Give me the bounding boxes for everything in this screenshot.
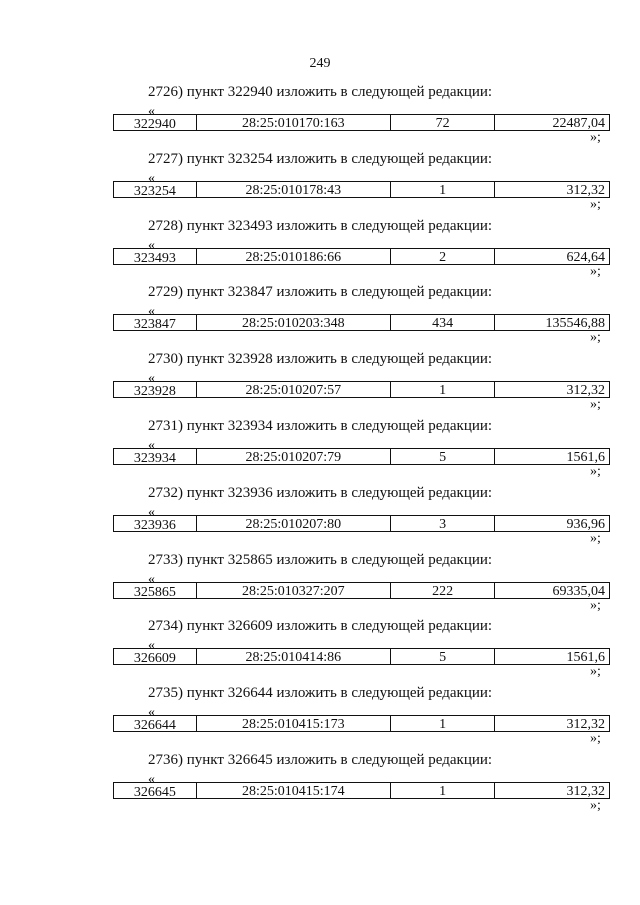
amount-cell: 312,32 <box>566 383 605 398</box>
item-number-cell: 326644 <box>114 716 197 731</box>
table-row <box>113 515 610 532</box>
quantity-cell: 5 <box>391 649 496 664</box>
item-number-cell: 326609 <box>114 649 197 664</box>
entry-heading: 2727) пункт 323254 изложить в следующей редакции: <box>148 150 493 167</box>
table-row <box>113 381 610 398</box>
entry-heading: 2735) пункт 326644 изложить в следующей редакции: <box>148 685 493 702</box>
table-row <box>113 314 610 331</box>
opening-quote: « <box>148 170 155 186</box>
opening-quote: « <box>148 371 155 387</box>
amount-cell: 1561,6 <box>566 450 605 464</box>
quantity-cell: 434 <box>391 315 496 330</box>
cadastral-number-cell: 28:25:010327:207 <box>197 583 391 598</box>
quantity-cell: 3 <box>391 516 496 531</box>
item-number-cell: 323936 <box>114 516 197 531</box>
amount-cell: 1561,6 <box>566 650 605 665</box>
opening-quote: « <box>148 438 155 453</box>
table-row <box>113 782 610 799</box>
amount-cell: 69335,04 <box>552 583 605 598</box>
cadastral-number-cell: 28:25:010414:86 <box>197 649 391 664</box>
amount-cell: 312,32 <box>566 717 605 732</box>
amount-cell: 624,64 <box>566 249 605 264</box>
table-row <box>113 114 610 131</box>
opening-quote: « <box>148 638 155 654</box>
table-row <box>113 448 610 465</box>
cadastral-number-cell: 28:25:010207:79 <box>197 449 391 464</box>
closing-quote: »; <box>590 397 601 413</box>
quantity-cell: 1 <box>391 182 496 197</box>
cadastral-number-cell: 28:25:010207:80 <box>197 516 391 531</box>
entry-heading: 2736) пункт 326645 изложить в следующей редакции: <box>148 752 493 768</box>
opening-quote: « <box>148 504 155 520</box>
table-row <box>113 248 610 265</box>
closing-quote: »; <box>590 731 601 747</box>
cadastral-number-cell: 28:25:010170:163 <box>197 115 391 130</box>
page-number: 249 <box>309 56 331 71</box>
quantity-cell: 1 <box>391 783 496 798</box>
quantity-cell: 5 <box>391 449 496 464</box>
item-number-cell: 323847 <box>114 315 197 330</box>
cadastral-number-cell: 28:25:010203:348 <box>197 315 391 330</box>
opening-quote: « <box>148 237 155 253</box>
item-number-cell: 326645 <box>114 783 197 798</box>
cadastral-number-cell: 28:25:010178:43 <box>197 182 391 197</box>
opening-quote: « <box>148 104 155 119</box>
closing-quote: »; <box>590 597 601 613</box>
closing-quote: »; <box>590 530 601 546</box>
entry-heading: 2731) пункт 323934 изложить в следующей редакции: <box>148 418 493 434</box>
item-number-cell: 322940 <box>114 115 197 130</box>
table-row <box>113 648 610 665</box>
amount-cell: 22487,04 <box>552 116 605 130</box>
item-number-cell: 323493 <box>114 249 197 264</box>
closing-quote: »; <box>590 330 601 346</box>
entry-heading: 2726) пункт 322940 изложить в следующей редакции: <box>148 84 493 100</box>
closing-quote: »; <box>590 196 601 212</box>
entry-heading: 2732) пункт 323936 изложить в следующей редакции: <box>148 484 493 501</box>
quantity-cell: 2 <box>391 249 496 264</box>
amount-cell: 135546,88 <box>545 316 605 331</box>
entry-heading: 2733) пункт 325865 изложить в следующей редакции: <box>148 551 493 568</box>
opening-quote: « <box>148 772 155 787</box>
item-number-cell: 323928 <box>114 382 197 397</box>
opening-quote: « <box>148 571 155 587</box>
entry-heading: 2734) пункт 326609 изложить в следующей редакции: <box>148 618 493 635</box>
cadastral-number-cell: 28:25:010415:174 <box>197 783 391 798</box>
amount-cell: 936,96 <box>566 516 605 531</box>
item-number-cell: 323934 <box>114 449 197 464</box>
entry-heading: 2730) пункт 323928 изложить в следующей редакции: <box>148 351 493 368</box>
quantity-cell: 1 <box>391 716 496 731</box>
cadastral-number-cell: 28:25:010186:66 <box>197 249 391 264</box>
quantity-cell: 222 <box>391 583 496 598</box>
entry-heading: 2728) пункт 323493 изложить в следующей редакции: <box>148 217 493 234</box>
cadastral-number-cell: 28:25:010415:173 <box>197 716 391 731</box>
opening-quote: « <box>148 705 155 721</box>
closing-quote: »; <box>590 263 601 279</box>
closing-quote: »; <box>590 664 601 680</box>
table-row <box>113 582 610 599</box>
item-number-cell: 325865 <box>114 583 197 598</box>
quantity-cell: 1 <box>391 382 496 397</box>
cadastral-number-cell: 28:25:010207:57 <box>197 382 391 397</box>
closing-quote: »; <box>590 464 601 479</box>
table-row <box>113 715 610 732</box>
amount-cell: 312,32 <box>566 182 605 197</box>
opening-quote: « <box>148 304 155 320</box>
amount-cell: 312,32 <box>566 784 605 798</box>
item-number-cell: 323254 <box>114 182 197 197</box>
entry-heading: 2729) пункт 323847 изложить в следующей редакции: <box>148 284 493 301</box>
closing-quote: »; <box>590 798 601 813</box>
quantity-cell: 72 <box>391 115 496 130</box>
closing-quote: »; <box>590 130 601 145</box>
table-row <box>113 181 610 198</box>
